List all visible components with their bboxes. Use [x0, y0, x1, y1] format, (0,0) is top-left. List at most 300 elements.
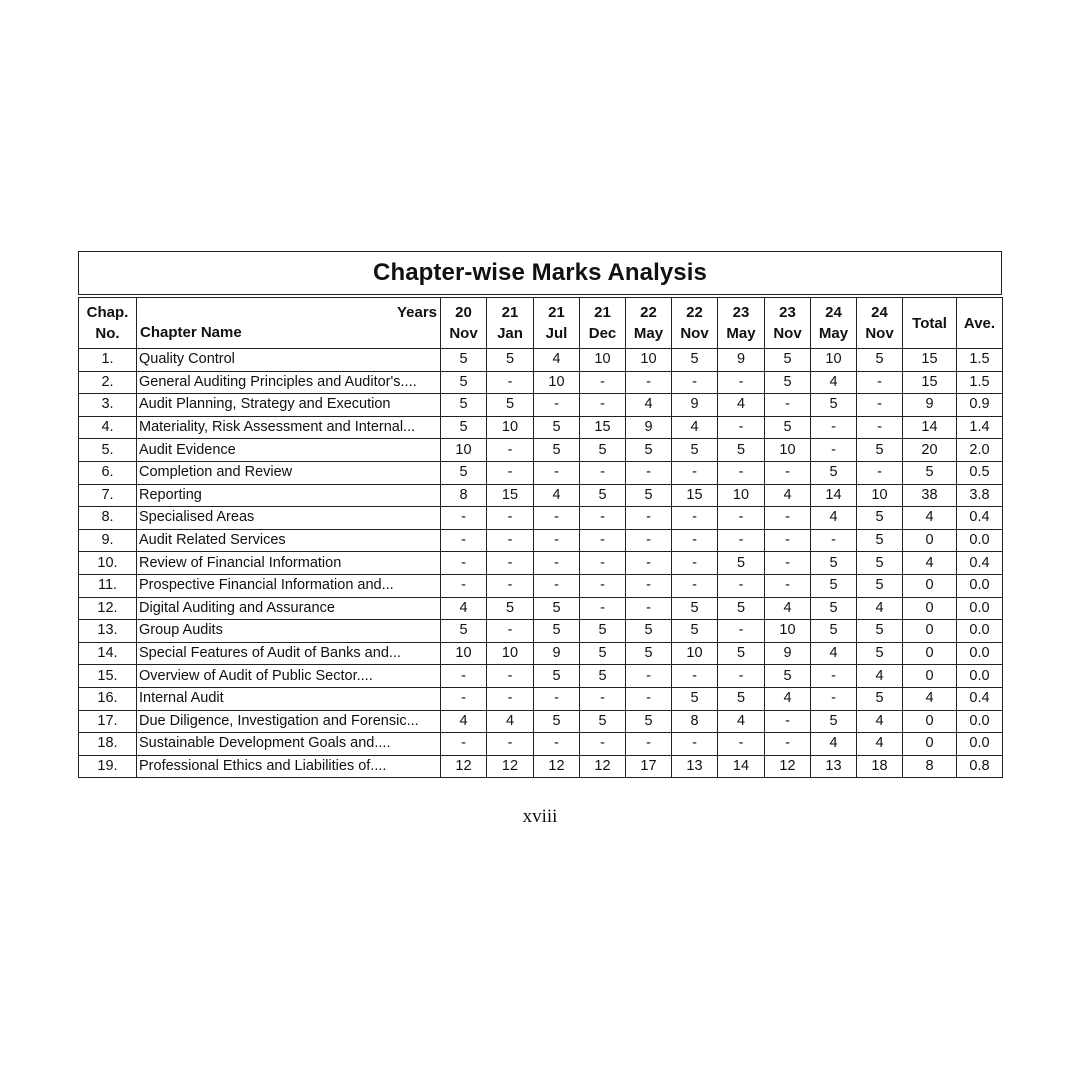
- marks-cell: -: [626, 733, 672, 756]
- table-row: [79, 394, 1003, 417]
- marks-cell: 5: [718, 439, 765, 462]
- chapter-name: Audit Related Services: [137, 529, 441, 552]
- marks-cell: 5: [672, 620, 718, 643]
- marks-cell: 17: [626, 755, 672, 778]
- marks-cell: 5: [534, 439, 580, 462]
- marks-cell: 5: [487, 349, 534, 372]
- marks-cell: -: [487, 529, 534, 552]
- marks-cell: 5: [857, 687, 903, 710]
- marks-cell: -: [672, 461, 718, 484]
- total-cell: 5: [903, 461, 957, 484]
- marks-cell: -: [534, 394, 580, 417]
- marks-cell: 5: [857, 349, 903, 372]
- marks-cell: 10: [765, 439, 811, 462]
- total-cell: 20: [903, 439, 957, 462]
- marks-cell: -: [672, 574, 718, 597]
- marks-cell: -: [580, 574, 626, 597]
- marks-cell: 4: [857, 665, 903, 688]
- total-cell: 9: [903, 394, 957, 417]
- chapter-number: 7.: [79, 484, 137, 507]
- total-cell: 4: [903, 552, 957, 575]
- term-month: Nov: [680, 325, 709, 342]
- marks-cell: -: [487, 371, 534, 394]
- marks-cell: -: [534, 733, 580, 756]
- marks-cell: -: [487, 552, 534, 575]
- marks-cell: 12: [765, 755, 811, 778]
- term-month: Jul: [545, 325, 568, 342]
- table-body: [79, 349, 1003, 778]
- marks-cell: 5: [718, 552, 765, 575]
- marks-cell: -: [534, 552, 580, 575]
- marks-cell: 5: [580, 439, 626, 462]
- marks-cell: -: [672, 733, 718, 756]
- marks-cell: 4: [811, 733, 857, 756]
- marks-cell: -: [580, 461, 626, 484]
- marks-cell: 5: [626, 484, 672, 507]
- chapter-name-label: Chapter Name: [140, 324, 242, 341]
- marks-cell: 5: [580, 642, 626, 665]
- average-cell: 0.0: [957, 710, 1003, 733]
- marks-cell: 10: [672, 642, 718, 665]
- marks-cell: -: [718, 733, 765, 756]
- marks-cell: -: [672, 665, 718, 688]
- chapter-number: 3.: [79, 394, 137, 417]
- term-year: 22: [640, 304, 657, 321]
- marks-cell: 12: [441, 755, 487, 778]
- marks-cell: 5: [534, 416, 580, 439]
- chapter-number: 1.: [79, 349, 137, 372]
- marks-cell: 12: [487, 755, 534, 778]
- total-cell: 15: [903, 349, 957, 372]
- total-cell: 8: [903, 755, 957, 778]
- marks-cell: -: [487, 733, 534, 756]
- chapter-number: 4.: [79, 416, 137, 439]
- marks-cell: 5: [580, 710, 626, 733]
- table-row: [79, 416, 1003, 439]
- total-cell: 38: [903, 484, 957, 507]
- marks-cell: 4: [626, 394, 672, 417]
- chapter-name: Audit Evidence: [137, 439, 441, 462]
- total-cell: 0: [903, 733, 957, 756]
- total-cell: 0: [903, 574, 957, 597]
- marks-cell: -: [487, 687, 534, 710]
- marks-cell: 5: [857, 620, 903, 643]
- marks-cell: 5: [534, 597, 580, 620]
- marks-cell: 4: [765, 597, 811, 620]
- table-row: [79, 529, 1003, 552]
- marks-cell: -: [487, 665, 534, 688]
- term-header: [672, 298, 718, 349]
- marks-cell: -: [441, 687, 487, 710]
- marks-cell: -: [626, 597, 672, 620]
- marks-cell: 8: [441, 484, 487, 507]
- chapter-number: 5.: [79, 439, 137, 462]
- marks-cell: -: [718, 665, 765, 688]
- chapter-name: Specialised Areas: [137, 507, 441, 530]
- marks-cell: -: [580, 507, 626, 530]
- marks-cell: 5: [857, 574, 903, 597]
- marks-cell: -: [857, 371, 903, 394]
- years-label: Years: [396, 304, 437, 321]
- table-row: [79, 665, 1003, 688]
- marks-cell: 5: [441, 394, 487, 417]
- marks-cell: -: [580, 394, 626, 417]
- marks-cell: -: [765, 733, 811, 756]
- chapter-number: 6.: [79, 461, 137, 484]
- marks-cell: 13: [672, 755, 718, 778]
- total-cell: 4: [903, 507, 957, 530]
- marks-cell: 10: [441, 439, 487, 462]
- marks-cell: 5: [487, 597, 534, 620]
- marks-cell: 10: [487, 416, 534, 439]
- table-row: [79, 552, 1003, 575]
- average-cell: 0.0: [957, 597, 1003, 620]
- marks-cell: 14: [718, 755, 765, 778]
- marks-cell: -: [718, 507, 765, 530]
- marks-cell: -: [534, 687, 580, 710]
- marks-cell: 5: [811, 710, 857, 733]
- chapter-name: Digital Auditing and Assurance: [137, 597, 441, 620]
- marks-cell: 4: [857, 710, 903, 733]
- marks-cell: -: [672, 552, 718, 575]
- marks-cell: -: [718, 461, 765, 484]
- marks-cell: 5: [441, 371, 487, 394]
- marks-cell: 4: [487, 710, 534, 733]
- table-row: [79, 620, 1003, 643]
- marks-cell: 18: [857, 755, 903, 778]
- marks-cell: -: [534, 507, 580, 530]
- table-row: [79, 507, 1003, 530]
- total-cell: 0: [903, 529, 957, 552]
- term-header: [857, 298, 903, 349]
- term-year: 20: [455, 304, 472, 321]
- page-number: xviii: [522, 806, 558, 827]
- chapter-name: Completion and Review: [137, 461, 441, 484]
- marks-cell: 10: [534, 371, 580, 394]
- term-month: May: [633, 325, 664, 342]
- average-cell: 1.5: [957, 349, 1003, 372]
- term-month: Jan: [497, 325, 523, 342]
- marks-cell: 5: [626, 620, 672, 643]
- term-header: [718, 298, 765, 349]
- marks-cell: 5: [441, 349, 487, 372]
- marks-cell: -: [718, 416, 765, 439]
- chapter-number: 17.: [79, 710, 137, 733]
- term-month: Nov: [773, 325, 802, 342]
- chap-no-header: [79, 298, 137, 349]
- term-header: [811, 298, 857, 349]
- total-cell: 0: [903, 597, 957, 620]
- term-year: 24: [871, 304, 888, 321]
- chapter-name: Review of Financial Information: [137, 552, 441, 575]
- marks-cell: -: [811, 439, 857, 462]
- marks-cell: 4: [672, 416, 718, 439]
- chapter-name: Overview of Audit of Public Sector....: [137, 665, 441, 688]
- marks-cell: 5: [857, 507, 903, 530]
- marks-cell: -: [718, 620, 765, 643]
- marks-cell: -: [580, 733, 626, 756]
- marks-cell: -: [580, 552, 626, 575]
- marks-cell: 9: [626, 416, 672, 439]
- marks-cell: -: [765, 574, 811, 597]
- marks-cell: -: [672, 529, 718, 552]
- term-month: Nov: [865, 325, 894, 342]
- marks-cell: -: [811, 529, 857, 552]
- term-year: 22: [686, 304, 703, 321]
- marks-cell: 4: [718, 394, 765, 417]
- marks-cell: 8: [672, 710, 718, 733]
- marks-cell: 5: [626, 642, 672, 665]
- marks-cell: -: [718, 574, 765, 597]
- marks-cell: 5: [718, 597, 765, 620]
- total-cell: 14: [903, 416, 957, 439]
- table-row: [79, 439, 1003, 462]
- marks-cell: 9: [672, 394, 718, 417]
- marks-cell: -: [534, 529, 580, 552]
- term-header: [580, 298, 626, 349]
- table-row: [79, 733, 1003, 756]
- total-cell: 0: [903, 620, 957, 643]
- table-row: [79, 461, 1003, 484]
- marks-cell: 10: [811, 349, 857, 372]
- marks-cell: 5: [441, 620, 487, 643]
- marks-cell: 15: [672, 484, 718, 507]
- marks-cell: 5: [811, 597, 857, 620]
- average-cell: 0.5: [957, 461, 1003, 484]
- table-row: [79, 484, 1003, 507]
- marks-cell: -: [765, 507, 811, 530]
- term-header: [534, 298, 580, 349]
- marks-cell: -: [765, 394, 811, 417]
- marks-cell: 5: [857, 439, 903, 462]
- marks-cell: -: [672, 371, 718, 394]
- marks-cell: 5: [811, 394, 857, 417]
- marks-cell: 9: [534, 642, 580, 665]
- average-cell: 0.0: [957, 620, 1003, 643]
- marks-cell: 12: [580, 755, 626, 778]
- chapter-name: Sustainable Development Goals and....: [137, 733, 441, 756]
- term-year: 23: [779, 304, 796, 321]
- term-year: 23: [732, 304, 750, 321]
- marks-cell: 10: [765, 620, 811, 643]
- table-row: [79, 371, 1003, 394]
- marks-cell: 5: [811, 574, 857, 597]
- marks-cell: -: [626, 665, 672, 688]
- marks-cell: 4: [811, 371, 857, 394]
- average-cell: 3.8: [957, 484, 1003, 507]
- marks-cell: -: [811, 416, 857, 439]
- marks-cell: 5: [534, 620, 580, 643]
- marks-cell: 4: [857, 733, 903, 756]
- term-month: Dec: [588, 325, 617, 342]
- chapter-name: General Auditing Principles and Auditor's....: [137, 371, 441, 394]
- marks-cell: 4: [811, 642, 857, 665]
- average-cell: 1.5: [957, 371, 1003, 394]
- term-year: 24: [825, 304, 842, 321]
- chapter-name: Internal Audit: [137, 687, 441, 710]
- marks-cell: 10: [626, 349, 672, 372]
- marks-cell: -: [765, 552, 811, 575]
- marks-cell: -: [765, 461, 811, 484]
- marks-cell: 5: [718, 642, 765, 665]
- marks-cell: 4: [718, 710, 765, 733]
- marks-cell: -: [441, 552, 487, 575]
- average-cell: 0.0: [957, 574, 1003, 597]
- marks-cell: -: [534, 461, 580, 484]
- title-box: [78, 251, 1002, 295]
- marks-cell: 4: [441, 710, 487, 733]
- total-cell: 0: [903, 710, 957, 733]
- marks-cell: -: [441, 507, 487, 530]
- total-cell: 4: [903, 687, 957, 710]
- page-title: Chapter-wise Marks Analysis: [373, 259, 707, 286]
- term-year: 21: [501, 304, 519, 321]
- chapter-name: Special Features of Audit of Banks and...: [137, 642, 441, 665]
- marks-cell: -: [626, 552, 672, 575]
- average-cell: 0.8: [957, 755, 1003, 778]
- marks-cell: 4: [765, 484, 811, 507]
- chapter-name: Audit Planning, Strategy and Execution: [137, 394, 441, 417]
- marks-cell: 5: [672, 439, 718, 462]
- marks-cell: 5: [534, 665, 580, 688]
- chap-no-line2: No.: [95, 325, 120, 342]
- marks-cell: -: [626, 461, 672, 484]
- marks-cell: 12: [534, 755, 580, 778]
- average-cell: 0.9: [957, 394, 1003, 417]
- chapter-name: Group Audits: [137, 620, 441, 643]
- marks-cell: 4: [857, 597, 903, 620]
- marks-cell: 5: [857, 552, 903, 575]
- header-row: [79, 298, 1003, 349]
- average-cell: 0.4: [957, 552, 1003, 575]
- chapter-number: 19.: [79, 755, 137, 778]
- marks-cell: -: [626, 507, 672, 530]
- marks-cell: -: [487, 507, 534, 530]
- marks-cell: 5: [765, 371, 811, 394]
- marks-cell: -: [487, 439, 534, 462]
- marks-cell: 5: [534, 710, 580, 733]
- average-cell: 2.0: [957, 439, 1003, 462]
- average-cell: 0.0: [957, 642, 1003, 665]
- marks-cell: 10: [580, 349, 626, 372]
- term-year: 21: [548, 304, 565, 321]
- marks-cell: 5: [672, 687, 718, 710]
- term-month: Nov: [449, 325, 478, 342]
- marks-cell: 5: [857, 529, 903, 552]
- marks-cell: -: [718, 529, 765, 552]
- chapter-number: 16.: [79, 687, 137, 710]
- average-cell: 0.0: [957, 733, 1003, 756]
- average-cell: 1.4: [957, 416, 1003, 439]
- chapter-number: 18.: [79, 733, 137, 756]
- marks-cell: 5: [626, 439, 672, 462]
- chapter-number: 8.: [79, 507, 137, 530]
- table-row: [79, 710, 1003, 733]
- chapter-name: Reporting: [137, 484, 441, 507]
- chapter-name: Professional Ethics and Liabilities of....: [137, 755, 441, 778]
- chapter-number: 12.: [79, 597, 137, 620]
- term-header: [441, 298, 487, 349]
- marks-cell: -: [580, 529, 626, 552]
- marks-cell: 5: [857, 642, 903, 665]
- chapter-number: 14.: [79, 642, 137, 665]
- table-row: [79, 755, 1003, 778]
- marks-cell: -: [672, 507, 718, 530]
- average-cell: 0.4: [957, 507, 1003, 530]
- marks-cell: -: [580, 597, 626, 620]
- term-month: May: [818, 325, 849, 342]
- marks-cell: -: [441, 574, 487, 597]
- marks-cell: 5: [580, 665, 626, 688]
- chapter-number: 2.: [79, 371, 137, 394]
- table-row: [79, 349, 1003, 372]
- marks-cell: -: [534, 574, 580, 597]
- marks-cell: 5: [811, 620, 857, 643]
- chapter-number: 10.: [79, 552, 137, 575]
- marks-cell: -: [626, 687, 672, 710]
- marks-table: [78, 297, 1003, 778]
- marks-cell: -: [765, 529, 811, 552]
- total-cell: 15: [903, 371, 957, 394]
- table-row: [79, 574, 1003, 597]
- marks-cell: 5: [811, 552, 857, 575]
- average-cell: 0.0: [957, 529, 1003, 552]
- table-row: [79, 687, 1003, 710]
- total-header: Total: [903, 298, 957, 349]
- marks-cell: 5: [765, 665, 811, 688]
- marks-cell: 5: [441, 461, 487, 484]
- marks-cell: 14: [811, 484, 857, 507]
- marks-cell: -: [811, 665, 857, 688]
- marks-cell: 15: [487, 484, 534, 507]
- marks-cell: 4: [534, 484, 580, 507]
- chapter-name: Prospective Financial Information and...: [137, 574, 441, 597]
- marks-cell: -: [441, 733, 487, 756]
- term-header: [765, 298, 811, 349]
- marks-cell: -: [626, 529, 672, 552]
- marks-cell: 4: [811, 507, 857, 530]
- chapter-number: 13.: [79, 620, 137, 643]
- marks-cell: 15: [580, 416, 626, 439]
- chap-no-line1: Chap.: [86, 304, 129, 321]
- marks-cell: -: [441, 529, 487, 552]
- average-cell: 0.0: [957, 665, 1003, 688]
- chapter-number: 9.: [79, 529, 137, 552]
- marks-cell: 5: [718, 687, 765, 710]
- marks-cell: -: [487, 461, 534, 484]
- marks-cell: 9: [765, 642, 811, 665]
- marks-cell: -: [626, 574, 672, 597]
- marks-cell: 5: [811, 461, 857, 484]
- marks-cell: 5: [765, 349, 811, 372]
- marks-cell: 5: [672, 597, 718, 620]
- marks-cell: -: [857, 394, 903, 417]
- marks-cell: -: [811, 687, 857, 710]
- table-row: [79, 642, 1003, 665]
- term-year: 21: [594, 304, 611, 321]
- marks-cell: 10: [441, 642, 487, 665]
- ave-header: Ave.: [957, 298, 1003, 349]
- marks-cell: 10: [857, 484, 903, 507]
- marks-cell: 4: [441, 597, 487, 620]
- marks-cell: 5: [580, 620, 626, 643]
- marks-cell: -: [626, 371, 672, 394]
- total-cell: 0: [903, 665, 957, 688]
- table-row: [79, 597, 1003, 620]
- marks-cell: 4: [765, 687, 811, 710]
- marks-cell: -: [441, 665, 487, 688]
- marks-cell: 13: [811, 755, 857, 778]
